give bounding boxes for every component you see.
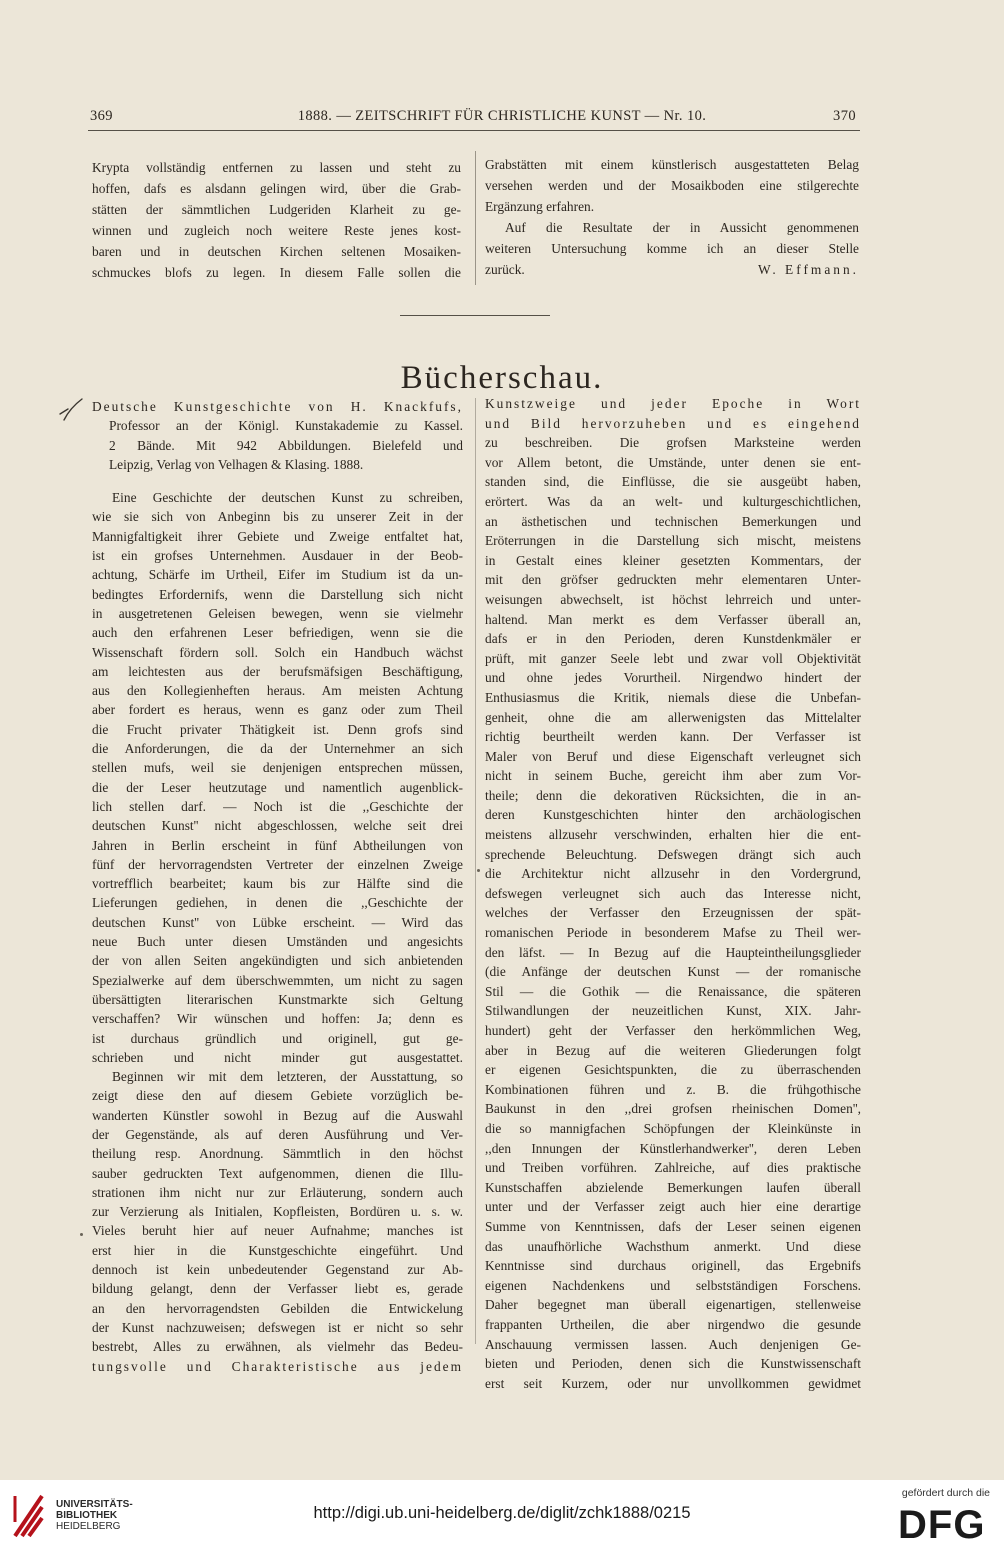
margin-mark	[477, 869, 480, 872]
text-line: tungsvolle und Charakteristische aus jedem	[92, 1358, 463, 1374]
text-line: ,,den Innungen der Künstlerhandwerker'', deren Leben	[485, 1140, 861, 1156]
text-line: am leichtesten aus der berufsmäfsigen Beschäftigung,	[92, 663, 463, 679]
text-line: Wissenschaft fördern soll. Solch ein Handbuch wächst	[92, 644, 463, 660]
text-line: Grabstätten mit einem künstlerisch ausgestatteten Belag	[485, 157, 859, 172]
text-line: Eröterrungen in die Darstellung sich mischt, meistens	[485, 533, 861, 549]
funding-note: gefördert durch die	[901, 1487, 990, 1499]
text-line: zu beschreiben. Die grofsen Marksteine werden	[485, 435, 861, 451]
text-line: zeigt diese den auf diesem Gebiete vorzüglich be-	[92, 1088, 463, 1104]
text-line: schmuckes blofs zu legen. In diesem Falle sollen die	[92, 265, 461, 280]
closing-line	[485, 259, 859, 280]
text-line: hundert) geht der Verfasser den herkömmlichen Weg,	[485, 1023, 861, 1038]
text-line: in Gestalt eines kleiner gesetzten Kommentars, der	[485, 552, 861, 568]
text-line: deutschen Kunst'' nicht abgeschlossen, welche seit drei	[92, 818, 463, 834]
text-line: vor Allem betont, die Umstände, unter denen sie ent-	[485, 454, 861, 470]
margin-mark	[80, 1233, 83, 1236]
text-line: haltend. Man merkt es dem Verfasser überall an,	[485, 611, 861, 627]
text-line: erst hier in die Kunstgeschichte eingeführt. Und	[92, 1242, 463, 1258]
dfg-logo-text: DFG	[898, 1503, 986, 1547]
header-rule	[88, 130, 860, 131]
text-line: Kunstschaffen abzielende Bemerkungen laufen überall	[485, 1179, 861, 1195]
text-line: Lieferungen gediehen, in denen die ,,Geschichte der	[92, 895, 463, 911]
text-line: Jahren in Berlin erscheint in fünf Abtheilungen von	[92, 837, 463, 853]
paragraph	[92, 1067, 463, 1376]
closing-word: zurück.	[485, 262, 525, 277]
text-line: winnen und zugleich noch weitere Reste jenes kost-	[92, 223, 461, 238]
text-line: Mannigfaltigkeit ihrer Gebiete und Zweige entfaltet hat,	[92, 528, 463, 544]
text-line: Ergänzung erfahren.	[485, 199, 595, 214]
text-line: und ohne jedes Vorurtheil. Nirgendwo hindert der	[485, 670, 861, 686]
citation-line: Professor an der Königl. Kunstakademie zu Kassel.	[109, 418, 463, 434]
text-line: defswegen verleugnet sich auch das Interesse nicht,	[485, 885, 861, 901]
text-line: bedingtes Erfordernifs, wenn die Darstellung sich nicht	[92, 586, 463, 602]
text-line: der Gegenstände, als auf deren Ausführung und Ver-	[92, 1126, 463, 1142]
text-line: vortrefflich bearbeitet; kaum bis zur Hälfte sind die	[92, 876, 463, 892]
text-line: schrieben und nicht minder gut ausgestattet.	[92, 1049, 463, 1065]
text-line: meistens allzusehr verschwinden, erhalten hier die ent-	[485, 827, 861, 843]
text-line: stätten der sämmtlichen Ludgeriden Klarheit zu ge-	[92, 202, 461, 217]
citation-line: Leipzig, Verlag von Velhagen & Klasing. 1888.	[109, 456, 364, 472]
institution-line: BIBLIOTHEK	[56, 1510, 118, 1521]
text-line: mit den gröfser gedruckten mehr elementaren Unter-	[485, 572, 861, 588]
text-line: an den hervorragendsten Gebilden die Entwickelung	[92, 1300, 463, 1316]
text-line: er eigenen Gesichtspunkten, die zu überraschenden	[485, 1062, 861, 1078]
text-line: stellen mufs, weil sie denjenigen entsprechen müssen,	[92, 760, 463, 776]
text-line: (die Anfänge der deutschen Kunst — der romanische	[485, 964, 861, 980]
text-line: weisungen abwechselt, ist höchst lehrreich und unter-	[485, 591, 861, 607]
text-line: hoffen, dafs es alsdann gelingen wird, über die Grab-	[92, 181, 461, 196]
text-line: an ästhetischen und technischen Bemerkungen und	[485, 513, 861, 529]
text-line: prüft, mit ganzer Seele lebt und zwar voll Objektivität	[485, 650, 861, 666]
text-line: genheit, ohne die am allerwenigsten das Mittelalter	[485, 709, 861, 725]
text-line: theile; denn die dekorativen Rücksichten, die in an-	[485, 787, 861, 803]
page-number-right: 370	[833, 108, 856, 124]
institution-line: HEIDELBERG	[56, 1521, 121, 1532]
text-line: erst seit Kurzem, oder nur unvollkommen gewidmet	[485, 1375, 861, 1391]
dfg-logo-icon	[898, 1503, 990, 1547]
text-line: romanischen Periode in besonderem Mafse zu Theil wer-	[485, 925, 861, 941]
citation-line: Deutsche Kunstgeschichte von H. Knackfufs,	[92, 399, 463, 414]
text-line: nicht in seinem Buche, gereicht ihm aber zum Vor-	[485, 768, 861, 784]
text-line: aus den Kollegienheften heraus. Am meisten Achtung	[92, 683, 463, 699]
book-citation	[92, 397, 463, 474]
text-line: auch den erfahrenen Leser befriedigen, wenn sie die	[92, 625, 463, 641]
text-line: baren und in deutschen Kirchen seltenen Mosaiken-	[92, 244, 461, 259]
text-line: standen sind, die Einflüsse, die sie ausgeübt haben,	[485, 474, 861, 490]
text-line: neue Buch unter diesen Umständen und angesichts	[92, 934, 463, 950]
text-line: wie sie sich von Anbeginn bis zu unserer Zeit in der	[92, 509, 463, 525]
text-line: ist durchaus gründlich und originell, gut ge-	[92, 1030, 463, 1046]
text-line: strationen ihm nicht nur zur Erläuterung, sondern auch	[92, 1184, 463, 1200]
column-divider	[475, 398, 476, 1344]
text-line: die der Leser heutzutage und namentlich augenblick-	[92, 779, 463, 795]
main-left-column	[92, 397, 463, 1376]
institution-line: UNIVERSITÄTS-	[56, 1499, 133, 1510]
text-line: bieten und Perioden, denen sich die Kunstwissenschaft	[485, 1356, 861, 1372]
text-line: versehen werden und der Mosaikboden eine stilgerechte	[485, 178, 859, 193]
main-right-column	[485, 394, 861, 1393]
text-line: welches der Verfasser den Erzeugnissen der spät-	[485, 905, 861, 921]
author-signature: W. Effmann.	[757, 262, 859, 277]
text-line: aber in Bezug auf die weiteren Gliederungen folgt	[485, 1042, 861, 1058]
text-line: bestrebt, Alles zu erwähnen, als vielmehr das Bedeu-	[92, 1339, 463, 1355]
text-line: richtig beurtheilt werden kann. Der Verfasser ist	[485, 729, 861, 745]
text-line: weiteren Untersuchung komme ich an dieser Stelle	[485, 241, 859, 256]
text-line: das unaufhörliche Wachsthum anmerkt. Und diese	[485, 1238, 861, 1254]
text-line: die Frucht privater Thätigkeit ist. Denn grofs sind	[92, 721, 463, 737]
text-line: theilung resp. Anordnung. Sämmtlich in den höchst	[92, 1146, 463, 1162]
text-line: Enthusiasmus die Kritik, niemals diese die Unbefan-	[485, 689, 861, 705]
text-line: deutschen Kunst'' von Lübke erscheint. — Wird das	[92, 914, 463, 930]
text-line: Kenntnisse sind durchaus originell, das Ergebnifs	[485, 1258, 861, 1274]
running-title: 1888. — ZEITSCHRIFT FÜR CHRISTLICHE KUNST — Nr. 10.	[297, 108, 707, 124]
permalink-url[interactable]: http://digi.ub.uni-heidelberg.de/diglit/zchk1888/0215	[313, 1504, 691, 1522]
handwritten-check-mark-icon	[58, 398, 84, 422]
text-line: Spezialwerke auf dem überschwemmten, um nicht zu sagen	[92, 972, 463, 988]
digitization-footer	[0, 1480, 1004, 1552]
text-line: ist ein grofses Unternehmen. Ausdauer in der Beob-	[92, 548, 463, 564]
text-line: aber fordert es heraus, wenn es ganz oder zum Theil	[92, 702, 463, 718]
text-line: in ausgetretenen Geleisen bewegen, wenn sie vielmehr	[92, 605, 463, 621]
top-left-column	[92, 157, 461, 283]
text-line: die so mannigfachen Schöpfungen der Kleinkünste in	[485, 1120, 861, 1136]
text-line: der von allen Seiten angekündigten und sich anbietenden	[92, 953, 463, 969]
text-line: Beginnen wir mit dem letzteren, der Ausstattung, so	[112, 1069, 463, 1085]
text-line: Summe von Kenntnissen, dafs der Leser seinen eigenen	[485, 1218, 861, 1234]
text-line: Anschauung vermissen lassen. Auch denjenigen Ge-	[485, 1336, 861, 1352]
text-line: wanderten Künstler sowohl in Bezug auf die Auswahl	[92, 1107, 463, 1123]
text-line: frappanten Urtheilen, die aber nirgendwo die gesunde	[485, 1316, 861, 1332]
text-line: übersättigten literarischen Kunstmarkte sich Geltung	[92, 991, 463, 1007]
text-line: und Treiben vorführen. Zahlreiche, auf dies praktische	[485, 1160, 861, 1176]
text-line: die Anforderungen, die da der Unternehmer an sich	[92, 741, 463, 757]
text-line: Auf die Resultate der in Aussicht genommenen	[505, 220, 859, 235]
section-title: Bücherschau.	[400, 360, 604, 397]
text-line: die Architektur nicht allzusehr in den Vordergrund,	[485, 866, 861, 882]
text-line: sprechende Beleuchtung. Defswegen drängt sich auch	[485, 846, 861, 862]
column-divider	[475, 151, 476, 285]
text-line: lich stellen darf. — Noch ist die ,,Geschichte der	[92, 798, 463, 814]
page-number-left: 369	[90, 108, 113, 124]
text-line: Baukunst in den ,,drei grofsen rheinischen Domen'',	[485, 1101, 861, 1117]
top-right-column	[485, 154, 859, 280]
paragraph	[92, 488, 463, 1067]
text-line: unter und der Verfasser zeigt auch hier eine derartige	[485, 1199, 861, 1215]
text-line: Kombinationen führen und z. B. die frühgothische	[485, 1081, 861, 1097]
text-line: Vieles beruht hier auf neuer Aufnahme; manches ist	[92, 1223, 463, 1239]
text-line: dafs er in den Perioden, deren Kunstdenkmäler er	[485, 631, 861, 647]
text-line: erörtert. Was da an welt- und kulturgeschichtlichen,	[485, 493, 861, 509]
text-line: der Kunst nachzuweisen; defswegen ist er nicht so sehr	[92, 1319, 463, 1335]
text-line: deren Kunstgeschichten hinter den archäologischen	[485, 807, 861, 823]
text-line: den läfst. — In Bezug auf die Haupteintheilungsglieder	[485, 944, 861, 960]
text-line: verschaffen? Wir wünschen und hoffen: Ja; denn es	[92, 1011, 463, 1027]
text-line: Kunstzweige und jeder Epoche in Wort	[485, 396, 861, 411]
text-line: eigenen Nachdenkens und selbstständigen Forschens.	[485, 1277, 861, 1293]
text-line: Maler von Beruf und diese Eigenschaft verleugnet sich	[485, 748, 861, 764]
text-line: zur Verzierung als Initialen, Kopfleisten, Bordüren u. s. w.	[92, 1204, 463, 1220]
text-line: Stil — die Gothik — die Renaissance, die späteren	[485, 983, 861, 999]
text-line: sauber gedruckten Text aufgenommen, dienen die Illu-	[92, 1165, 463, 1181]
text-line: Daher begegnet man überall eigenartigen, stellenweise	[485, 1297, 861, 1313]
text-line: und Bild hervorzuheben und es eingehend	[485, 415, 861, 431]
citation-line: 2 Bände. Mit 942 Abbildungen. Bielefeld und	[109, 437, 463, 453]
text-line: bildung gelangt, denn der Verfasser liebt es, gerade	[92, 1281, 463, 1297]
text-line: achtung, Schärfe im Urtheil, Eifer im Studium ist da un-	[92, 567, 463, 583]
text-line: fünf der hervorragendsten Vertreter der einzelnen Zweige	[92, 856, 463, 872]
text-line: Eine Geschichte der deutschen Kunst zu schreiben,	[112, 490, 463, 506]
text-line: Krypta vollständig entfernen zu lassen und steht zu	[92, 160, 461, 175]
text-line: Stilwandlungen der neuzeitlichen Kunst, XIX. Jahr-	[485, 1003, 861, 1019]
text-line: dennoch ist kein unbedeutender Gegenstand zur Ab-	[92, 1262, 463, 1278]
section-separator	[400, 315, 550, 316]
